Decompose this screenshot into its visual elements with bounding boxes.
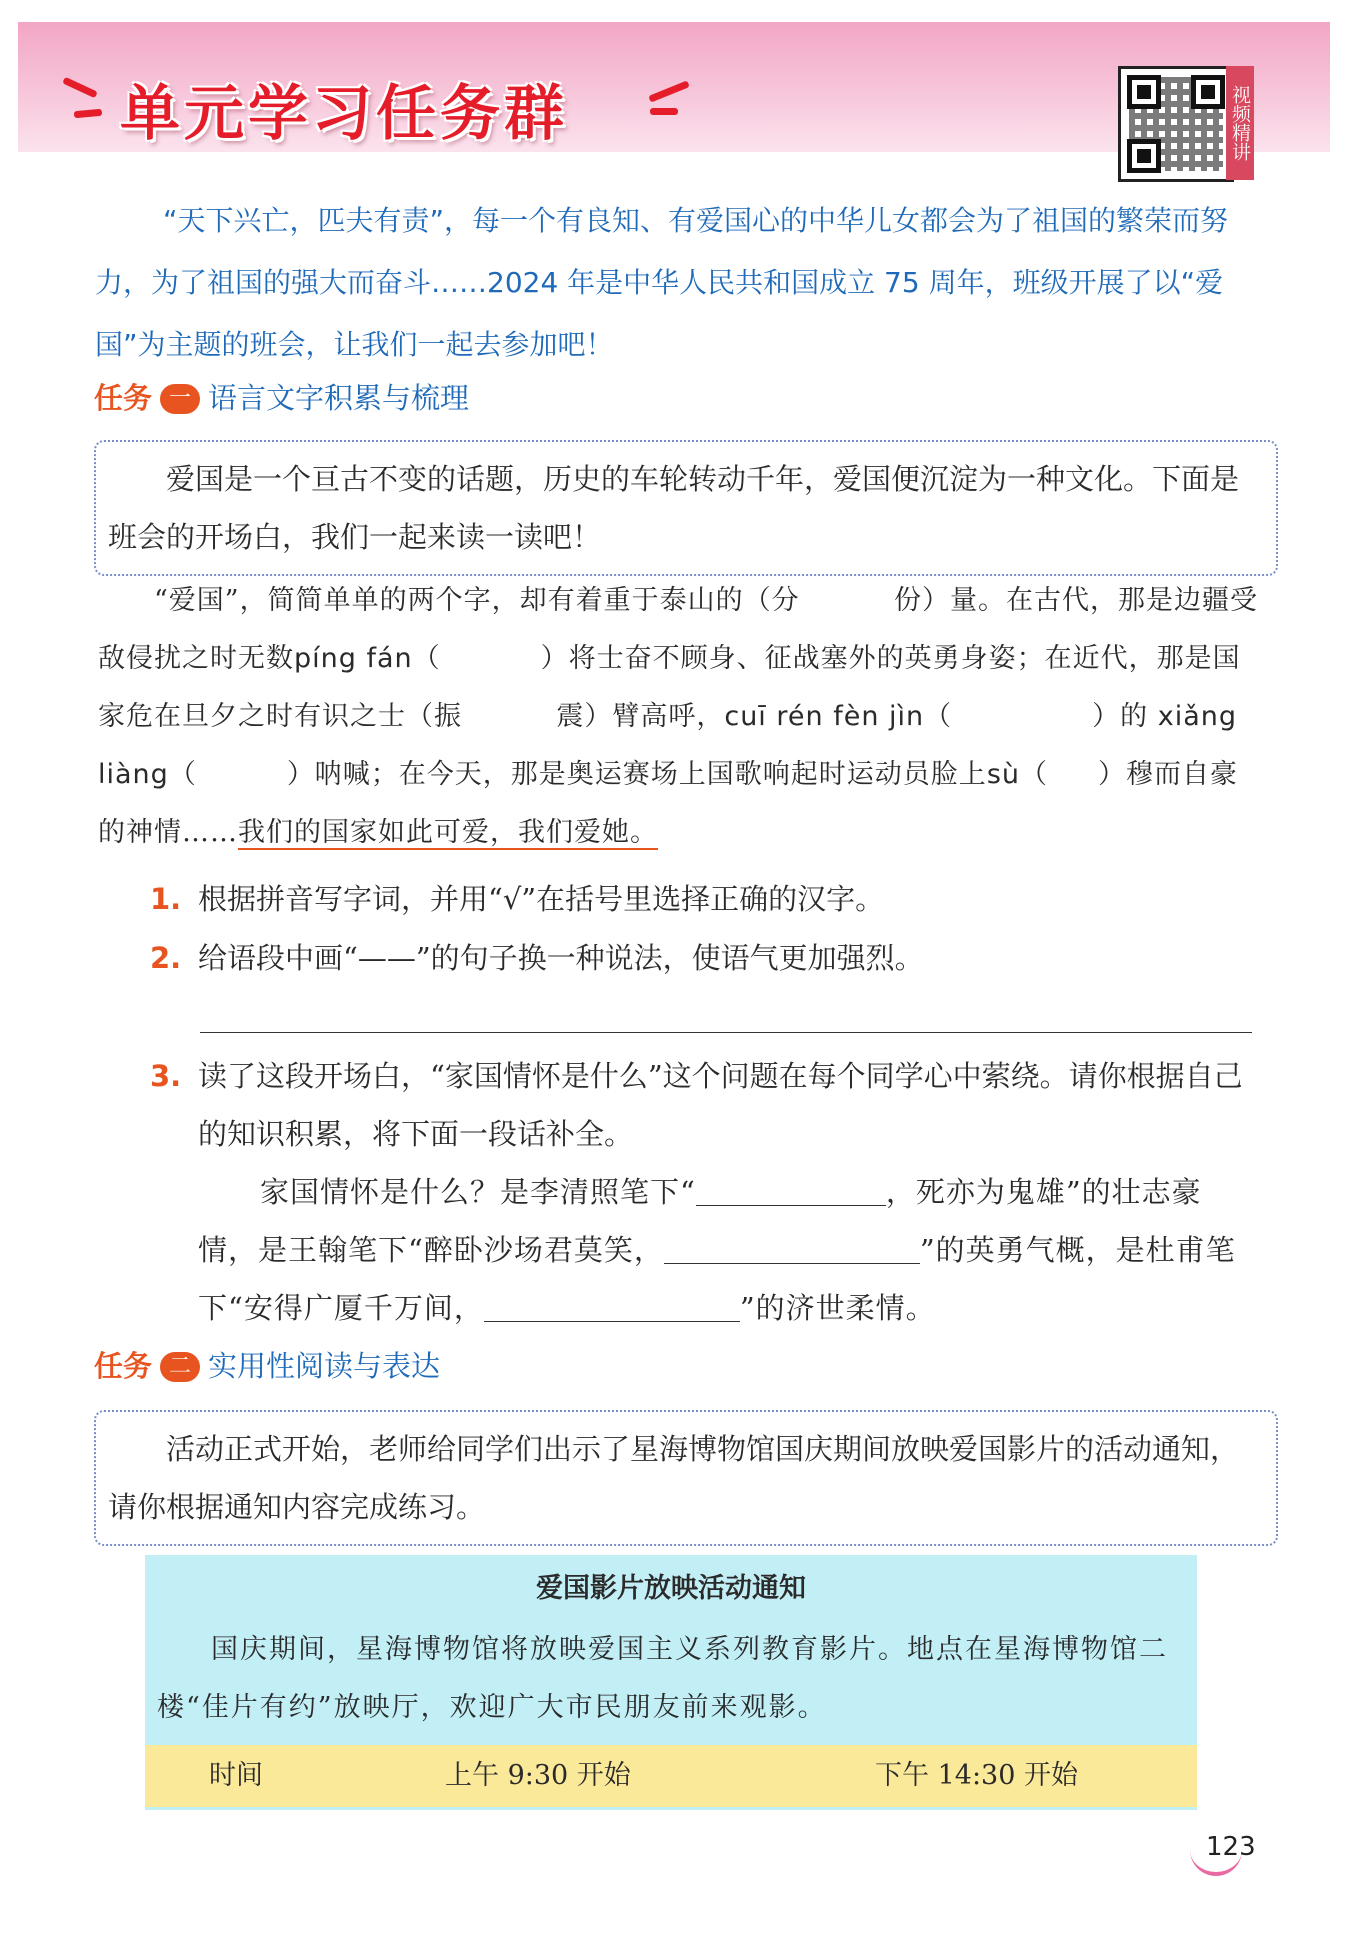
passage-text: 份）量。在古代，那是边疆受敌侵扰之时无数 — [98, 585, 1258, 674]
passage-text: “爱国”，简简单单的两个字，却有着重于泰山的（分 — [154, 585, 800, 616]
reading-passage: “爱国”，简简单单的两个字，却有着重于泰山的（分 份）量。在古代，那是边疆受敌侵扰之时无数píng fán（ ）将士奋不顾身、征战塞外的英勇身姿；在近代，那是国家危在旦夕之时有识之士（振 震）臂高呼，cuī rén fèn jìn（ ）的 xiǎng liàng（ ）呐喊；在今天，那是奥运赛场上国歌响起时运动员脸上sù（ ）穆而自豪的神情……我们的国家如此可爱，我们爱她。 — [98, 585, 1258, 848]
fill-text: ”的英勇气概，是杜甫笔下“安得广厦千万间， — [198, 1233, 1236, 1325]
fill-text: 家国情怀是什么？是李清照笔下“ — [260, 1175, 696, 1209]
task2-note-box — [94, 1410, 1278, 1546]
question-text: 根据拼音写字词，并用“√”在括号里选择正确的汉字。 — [198, 882, 885, 916]
question-2 — [152, 929, 1256, 987]
pinyin-cuirenfenjin: cuī rén fèn jìn — [724, 701, 925, 732]
task2-badge: 二 — [160, 1352, 200, 1382]
passage-text: ）的 — [1092, 701, 1149, 732]
schedule-morning: 上午 9:30 开始 — [445, 1760, 631, 1791]
title-deco-right-2 — [650, 108, 678, 115]
task2-prefix: 任务 — [94, 1349, 153, 1383]
question-3-fill — [152, 1163, 1256, 1337]
answer-line[interactable] — [200, 1032, 1252, 1033]
pinyin-xiangliang: xiǎng liàng — [98, 701, 1237, 790]
fill-blank-1[interactable] — [696, 1175, 886, 1206]
fill-blank-2[interactable] — [664, 1233, 920, 1264]
qr-label: 视频精讲 — [1226, 66, 1254, 180]
question-number: 3. — [150, 1059, 182, 1093]
task1-prefix: 任务 — [94, 381, 153, 415]
task1-heading — [94, 378, 469, 418]
intro-paragraph: “天下兴亡，匹夫有责”，每一个有良知、有爱国心的中华儿女都会为了祖国的繁荣而努力，为了祖国的强大而奋斗……2024 年是中华人民共和国成立 75 周年，班级开展了以“爱国”为主题的班会，让我们一起去参加吧！ — [95, 204, 1229, 361]
schedule-afternoon: 下午 14:30 开始 — [875, 1760, 1078, 1791]
task1-badge: 一 — [160, 384, 200, 414]
passage-text: ）将士奋不顾身、征战塞外的英勇身姿；在近代，那是国家危在旦夕之时有识之士（振 — [98, 643, 1241, 732]
question-3 — [152, 1047, 1256, 1163]
qr-code-icon[interactable] — [1118, 66, 1234, 182]
task2-title: 实用性阅读与表达 — [208, 1349, 441, 1383]
task2-note: 活动正式开始，老师给同学们出示了星海博物馆国庆期间放映爱国影片的活动通知，请你根据通知内容完成练习。 — [108, 1432, 1240, 1524]
passage-text: ）穆而自豪的神情…… — [98, 759, 1238, 848]
question-number: 2. — [150, 941, 182, 975]
schedule-row — [145, 1745, 1197, 1807]
pinyin-pingfan: píng fán — [294, 643, 413, 674]
fill-blank-3[interactable] — [484, 1291, 740, 1322]
fill-text: ”的济世柔情。 — [739, 1291, 936, 1325]
fill-text: ，死亦为鬼雄”的壮志豪情，是王翰笔下“醉卧沙场君莫笑， — [198, 1175, 1202, 1267]
task2-heading — [94, 1346, 440, 1386]
question-number: 1. — [150, 882, 182, 916]
passage-text: 震）臂高呼， — [556, 701, 725, 732]
underlined-sentence: 我们的国家如此可爱，我们爱她。 — [238, 817, 658, 848]
question-text: 读了这段开场白，“家国情怀是什么”这个问题在每个同学心中萦绕。请你根据自己的知识积累，将下面一段话补全。 — [198, 1059, 1243, 1151]
task1-title: 语言文字积累与梳理 — [208, 381, 470, 415]
pinyin-su: sù — [986, 759, 1020, 790]
task1-note: 爱国是一个亘古不变的话题，历史的车轮转动千年，爱国便沉淀为一种文化。下面是班会的开场白，我们一起来读一读吧！ — [108, 462, 1240, 554]
task1-note-box — [94, 440, 1278, 576]
notice-title: 爱国影片放映活动通知 — [536, 1573, 806, 1604]
question-text: 给语段中画“——”的句子换一种说法，使语气更加强烈。 — [198, 941, 924, 975]
notice-body: 国庆期间，星海博物馆将放映爱国主义系列教育影片。地点在星海博物馆二楼“佳片有约”放映厅，欢迎广大市民朋友前来观影。 — [157, 1634, 1168, 1723]
page-number: 123 — [1206, 1832, 1256, 1862]
passage-text: ）呐喊；在今天，那是奥运赛场上国歌响起时运动员脸上 — [286, 759, 987, 790]
question-1 — [152, 870, 1256, 928]
unit-title: 单元学习任务群 — [120, 79, 568, 149]
schedule-label: 时间 — [209, 1760, 263, 1791]
